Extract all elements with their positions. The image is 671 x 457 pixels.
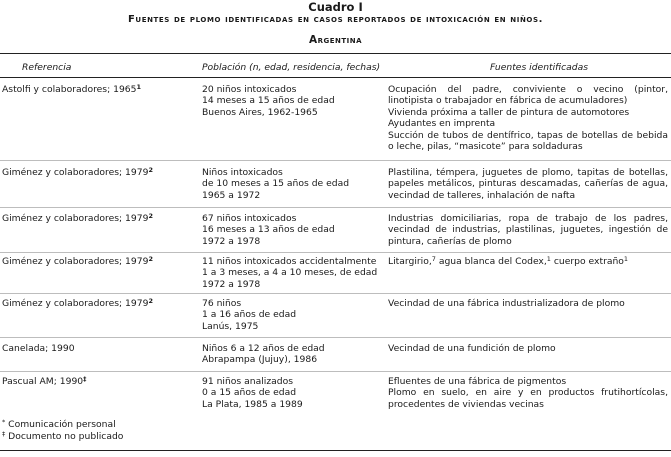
population-cell: 20 niños intoxicados 14 meses a 15 años de edad Buenos Aires, 1962-1965 bbox=[202, 84, 335, 118]
table-country: Argentina bbox=[308, 34, 363, 46]
row-separator bbox=[0, 252, 671, 253]
row-separator bbox=[0, 160, 671, 161]
table-subtitle: Fuentes de plomo identificadas en casos reportados de intoxicación en niños. bbox=[127, 14, 543, 25]
top-rule bbox=[0, 53, 671, 54]
sources-cell: Industrias domiciliarias, ropa de trabajo de los padres, vecindad de industrias, plastilinas, juguetes, ingestión de pintura, cañerías de plomo bbox=[388, 213, 668, 247]
bottom-rule bbox=[0, 450, 671, 451]
header-referencia: Referencia bbox=[22, 62, 72, 73]
table-title: Cuadro I bbox=[308, 0, 363, 14]
row-separator bbox=[0, 337, 671, 338]
sources-cell: Efluentes de una fábrica de pigmentos Plomo en suelo, en aire y en productos frutihortícolas, procedentes de viviendas vecinas bbox=[388, 376, 668, 410]
row-separator bbox=[0, 207, 671, 208]
population-cell: 91 niños analizados 0 a 15 años de edad La Plata, 1985 a 1989 bbox=[202, 376, 303, 410]
population-cell: 67 niños intoxicados 16 meses a 13 años de edad 1972 a 1978 bbox=[202, 213, 335, 247]
ref-cell: Giménez y colaboradores; 1979$^2$ bbox=[2, 212, 153, 224]
ref-cell: Giménez y colaboradores; 1979$^2$ bbox=[2, 166, 153, 178]
footnote-unpublished: ‡ Documento no publicado bbox=[2, 430, 124, 442]
sources-cell: Litargirio,$^7$ agua blanca del Codex,$^1$ cuerpo extraño$^1$ bbox=[388, 255, 629, 267]
ref-cell: Giménez y colaboradores; 1979$^2$ bbox=[2, 297, 153, 309]
header-rule bbox=[0, 77, 671, 78]
ref-cell: Canelada; 1990 bbox=[2, 343, 75, 354]
population-cell: Niños 6 a 12 años de edad Abrapampa (Jujuy), 1986 bbox=[202, 343, 325, 366]
sources-cell: Plastilina, témpera, juguetes de plomo, tapitas de botellas, papeles metálicos, pinturas descamadas, cañerías de agua, vecindad de talleres, inhalación de nafta bbox=[388, 167, 668, 201]
ref-cell: Giménez y colaboradores; 1979$^2$ bbox=[2, 255, 153, 267]
header-poblacion: Población (n, edad, residencia, fechas) bbox=[202, 62, 381, 73]
row-separator bbox=[0, 293, 671, 294]
header-fuentes: Fuentes identificadas bbox=[490, 62, 589, 73]
row-separator bbox=[0, 371, 671, 372]
population-cell: Niños intoxicados de 10 meses a 15 años de edad 1965 a 1972 bbox=[202, 167, 350, 201]
sources-cell: Vecindad de una fundición de plomo bbox=[388, 343, 556, 354]
ref-cell: Pascual AM; 1990‡ bbox=[2, 375, 87, 387]
population-cell: 11 niños intoxicados accidentalmente 1 a 3 meses, a 4 a 10 meses, de edad 1972 a 1978 bbox=[202, 256, 378, 290]
sources-cell: Vecindad de una fábrica industrializadora de plomo bbox=[388, 298, 625, 309]
footnote-personal: * Comunicación personal bbox=[2, 418, 116, 430]
sources-cell: Ocupación del padre, conviviente o vecino (pintor, linotipista o trabajador en fábrica de acumuladores) Vivienda próxima a taller de pintura de automotores Ayudantes en imprenta Succión de tubos de dentífrico, tapas de botellas de bebida o leche, pilas, “masicote” para soldaduras bbox=[388, 84, 668, 153]
ref-cell: Astolfi y colaboradores; 1965$^1$ bbox=[2, 83, 142, 95]
population-cell: 76 niños 1 a 16 años de edad Lanús, 1975 bbox=[202, 298, 297, 332]
